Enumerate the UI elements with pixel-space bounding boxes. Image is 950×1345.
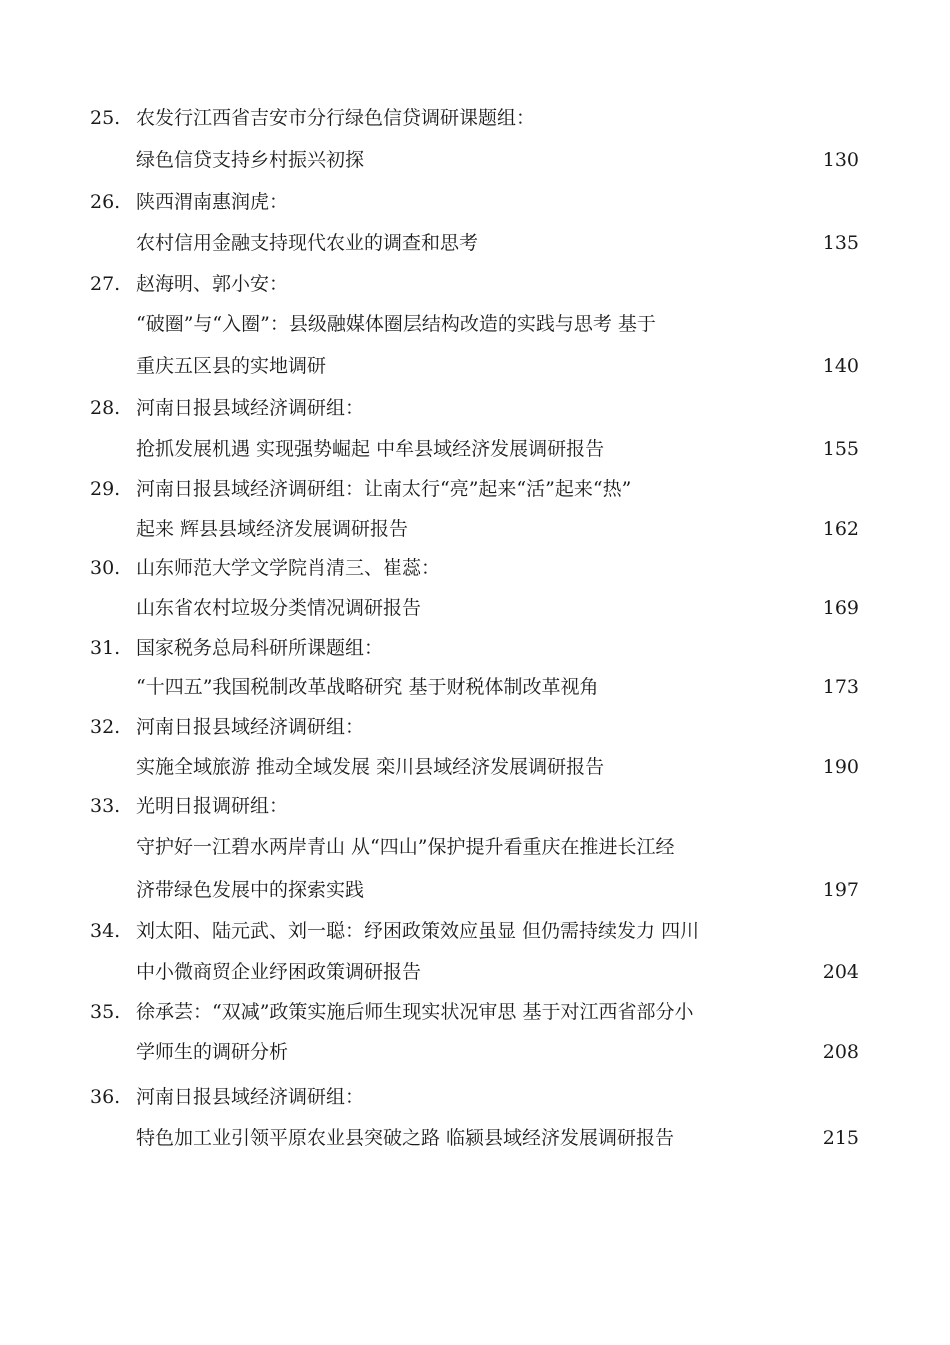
entry-page-number: 208 xyxy=(822,1041,859,1063)
toc-entry-author-line xyxy=(0,915,950,947)
toc-entry-title-line xyxy=(0,1036,950,1068)
entry-author: 河南日报县域经济调研组： xyxy=(136,397,365,419)
toc-entry-title-line xyxy=(0,592,950,624)
entry-title: 重庆五区县的实地调研 xyxy=(136,355,327,377)
entry-number: 34. xyxy=(90,920,121,942)
toc-entry-author-line xyxy=(0,711,950,743)
toc-entry-author-line xyxy=(0,268,950,300)
entry-title: 特色加工业引领平原农业县突破之路 临颍县域经济发展调研报告 xyxy=(136,1127,675,1149)
entry-title: 守护好一江碧水两岸青山 从“四山”保护提升看重庆在推进长江经 xyxy=(136,836,675,858)
entry-title: 济带绿色发展中的探索实践 xyxy=(136,879,365,901)
entry-author: 河南日报县域经济调研组：让南太行“亮”起来“活”起来“热” xyxy=(136,478,632,500)
entry-author: 徐承芸：“双减”政策实施后师生现实状况审思 基于对江西省部分小 xyxy=(136,1001,694,1023)
entry-number: 28. xyxy=(90,397,121,419)
entry-page-number: 155 xyxy=(822,438,859,460)
entry-number: 32. xyxy=(90,716,121,738)
entry-page-number: 140 xyxy=(822,355,859,377)
entry-page-number: 135 xyxy=(822,232,859,254)
entry-author: 赵海明、郭小安： xyxy=(136,273,289,295)
entry-title: “十四五”我国税制改革战略研究 基于财税体制改革视角 xyxy=(136,676,599,698)
entry-page-number: 204 xyxy=(822,961,859,983)
entry-author: 刘太阳、陆元武、刘一聪：纾困政策效应虽显 但仍需持续发力 四川 xyxy=(136,920,700,942)
entry-author: 陕西渭南惠润虎： xyxy=(136,191,289,213)
toc-entry-author-line xyxy=(0,473,950,505)
toc-entry-title-line xyxy=(0,350,950,382)
entry-author: 河南日报县域经济调研组： xyxy=(136,716,365,738)
entry-page-number: 169 xyxy=(822,597,859,619)
entry-page-number: 215 xyxy=(822,1127,859,1149)
toc-entry-author-line xyxy=(0,102,950,134)
entry-title: 农村信用金融支持现代农业的调查和思考 xyxy=(136,232,479,254)
entry-title: 中小微商贸企业纾困政策调研报告 xyxy=(136,961,422,983)
entry-author: 国家税务总局科研所课题组： xyxy=(136,637,384,659)
entry-page-number: 173 xyxy=(822,676,859,698)
toc-entry-author-line xyxy=(0,186,950,218)
toc-entry-title-line xyxy=(0,144,950,176)
toc-entry-title-line xyxy=(0,308,950,340)
entry-title: 绿色信贷支持乡村振兴初探 xyxy=(136,149,365,171)
toc-entry-title-line xyxy=(0,751,950,783)
entry-page-number: 197 xyxy=(822,879,859,901)
entry-title: “破圈”与“入圈”：县级融媒体圈层结构改造的实践与思考 基于 xyxy=(136,313,656,335)
entry-author: 河南日报县域经济调研组： xyxy=(136,1086,365,1108)
toc-entry-title-line xyxy=(0,1122,950,1154)
entry-number: 25. xyxy=(90,107,121,129)
entry-number: 31. xyxy=(90,637,121,659)
toc-entry-title-line xyxy=(0,874,950,906)
entry-page-number: 190 xyxy=(822,756,859,778)
entry-author: 山东师范大学文学院肖清三、崔蕊： xyxy=(136,557,441,579)
entry-title: 起来 辉县县域经济发展调研报告 xyxy=(136,518,409,540)
toc-entry-title-line xyxy=(0,831,950,863)
toc-entry-author-line xyxy=(0,1081,950,1113)
entry-author: 光明日报调研组： xyxy=(136,795,289,817)
entry-number: 30. xyxy=(90,557,121,579)
entry-number: 29. xyxy=(90,478,121,500)
toc-entry-author-line xyxy=(0,790,950,822)
entry-page-number: 130 xyxy=(822,149,859,171)
toc-entry-author-line xyxy=(0,552,950,584)
entry-number: 26. xyxy=(90,191,121,213)
entry-title: 抢抓发展机遇 实现强势崛起 中牟县域经济发展调研报告 xyxy=(136,438,605,460)
toc-entry-author-line xyxy=(0,996,950,1028)
entry-page-number: 162 xyxy=(822,518,859,540)
entry-title: 学师生的调研分析 xyxy=(136,1041,289,1063)
toc-entry-title-line xyxy=(0,513,950,545)
entry-number: 27. xyxy=(90,273,121,295)
entry-title: 山东省农村垃圾分类情况调研报告 xyxy=(136,597,422,619)
toc-entry-title-line xyxy=(0,671,950,703)
toc-entry-title-line xyxy=(0,433,950,465)
toc-entry-title-line xyxy=(0,227,950,259)
entry-number: 36. xyxy=(90,1086,121,1108)
toc-entry-author-line xyxy=(0,392,950,424)
entry-title: 实施全域旅游 推动全域发展 栾川县域经济发展调研报告 xyxy=(136,756,605,778)
entry-number: 33. xyxy=(90,795,121,817)
entry-author: 农发行江西省吉安市分行绿色信贷调研课题组： xyxy=(136,107,536,129)
toc-entry-author-line xyxy=(0,632,950,664)
entry-number: 35. xyxy=(90,1001,121,1023)
toc-entry-title-line xyxy=(0,956,950,988)
